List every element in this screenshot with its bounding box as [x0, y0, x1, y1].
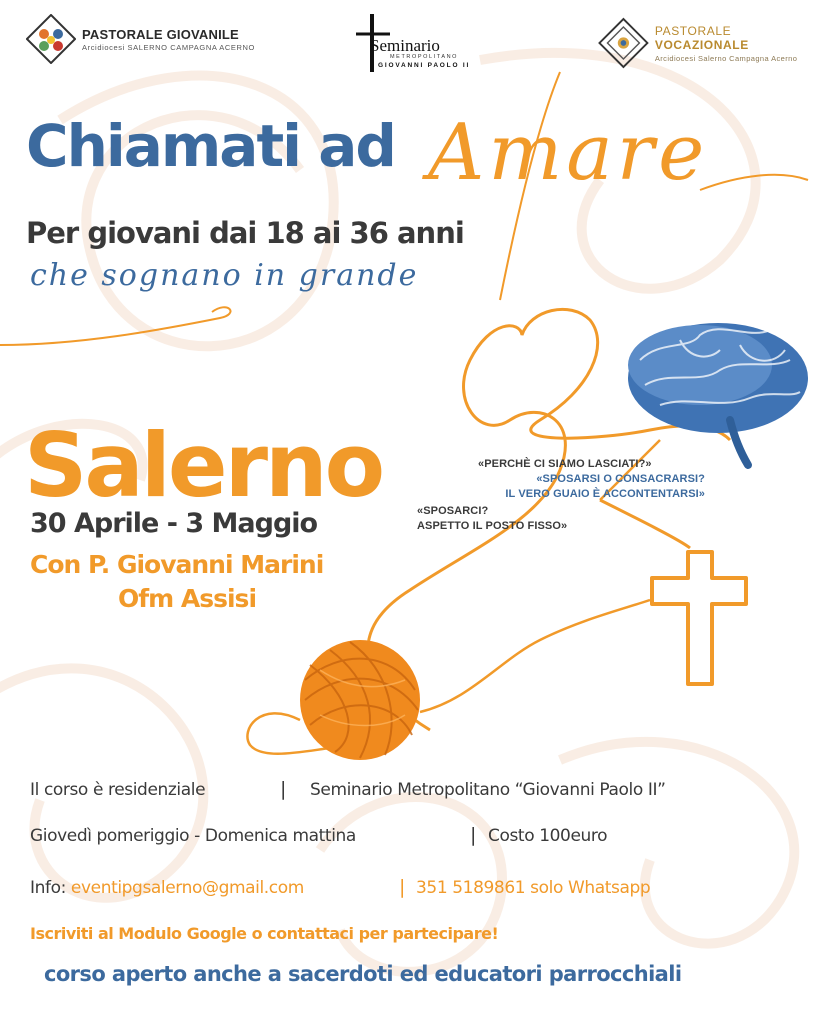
info-schedule: Giovedì pomeriggio - Domenica mattina	[30, 826, 356, 846]
quote-3-line2: ASPETTO IL POSTO FISSO»	[417, 520, 568, 532]
subtitle-flourish	[0, 307, 230, 345]
left-logo-title: PASTORALE GIOVANILE	[82, 26, 239, 42]
right-logo-title-a: PASTORALE	[654, 23, 732, 38]
event-city: Salerno	[24, 414, 383, 517]
event-speaker: Con P. Giovanni Marini	[30, 550, 324, 579]
seminario-metropolitano: METROPOLITANO	[390, 54, 459, 60]
quote-2-line1: «SPOSARSI O CONSACRARSI?	[536, 473, 705, 485]
info-phone[interactable]: 351 5189861 solo Whatsapp	[416, 878, 651, 898]
seminario-name: Seminario	[370, 36, 440, 55]
yarn-cross-icon	[652, 552, 746, 684]
right-logo-title-b: VOCAZIONALE	[654, 37, 749, 52]
quote-2-line2: IL VERO GUAIO È ACCONTENTARSI»	[505, 488, 705, 500]
event-speaker-order: Ofm Assisi	[118, 584, 257, 613]
info-email[interactable]: eventipgsalerno@gmail.com	[70, 878, 304, 898]
title-part2: Amare	[428, 108, 709, 198]
info-venue: Seminario Metropolitano “Giovanni Paolo II”	[310, 780, 666, 800]
info-separator: |	[399, 876, 406, 898]
title-part1: Chiamati ad	[26, 112, 395, 180]
info-signup[interactable]: Iscriviti al Modulo Google o contattaci per partecipare!	[30, 924, 499, 943]
info-separator: |	[280, 778, 287, 800]
quote-3-line1: «SPOSARCI?	[417, 505, 489, 517]
event-dates: 30 Aprile - 3 Maggio	[30, 508, 318, 539]
info-contact-label: Info:	[30, 878, 66, 898]
yarn-ball-icon	[300, 640, 420, 760]
subtitle-tagline: che sognano in grande	[30, 258, 419, 293]
info-open-to: corso aperto anche a sacerdoti ed educatori parrocchiali	[44, 962, 682, 986]
quote-1: «PERCHÈ CI SIAMO LASCIATI?»	[478, 458, 652, 470]
left-logo-subtitle: Arcidiocesi SALERNO CAMPAGNA ACERNO	[82, 42, 255, 52]
info-cost: Costo 100euro	[488, 826, 608, 846]
info-residential: Il corso è residenziale	[30, 780, 206, 800]
info-contact	[30, 878, 304, 898]
info-separator: |	[470, 824, 477, 846]
seminario-giovanni-paolo: GIOVANNI PAOLO II	[378, 62, 471, 69]
subtitle-age: Per giovani dai 18 ai 36 anni	[26, 216, 464, 250]
right-logo-subtitle: Arcidiocesi Salerno Campagna Acerno	[654, 53, 798, 63]
